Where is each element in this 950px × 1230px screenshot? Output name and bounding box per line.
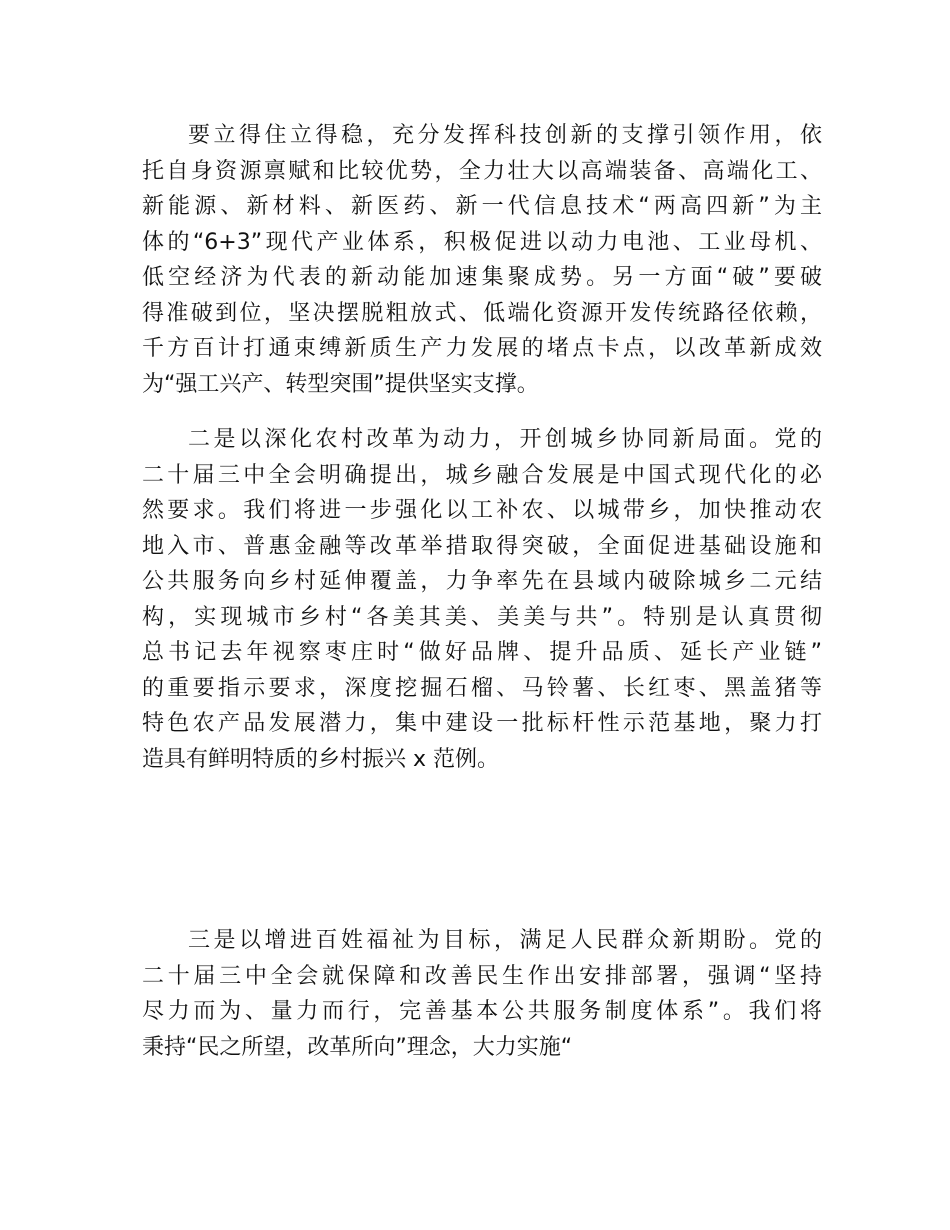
paragraph-1 — [142, 118, 822, 402]
text-line: 为“强工兴产、转型突围”提供坚实支撑。 — [142, 371, 539, 397]
text-line: 新能源、新材料、新医药、新一代信息技术“两高四新”为主 — [142, 194, 822, 219]
text-line: 二十届三中全会就保障和改善民生作出安排部署，强调“坚持 — [142, 963, 822, 989]
text-line: 秉持“民之所望，改革所向”理念，大力实施“ — [142, 1034, 573, 1060]
text-line: 体的“6+3”现代产业体系，积极促进以动力电池、工业母机、 — [142, 229, 822, 255]
text-line: 公共服务向乡村延伸覆盖，力争率先在县域内破除城乡二元结 — [142, 569, 822, 594]
text-line: 千方百计打通束缚新质生产力发展的堵点卡点，以改革新成效 — [142, 336, 822, 361]
paragraph-3 — [142, 923, 822, 1065]
text-line: 三是以增进百姓福祉为目标，满足人民群众新期盼。党的 — [188, 928, 822, 953]
paragraph-2 — [142, 422, 822, 777]
text-line: 托自身资源禀赋和比较优势，全力壮大以高端装备、高端化工、 — [142, 158, 822, 184]
text-line: 尽力而为、量力而行，完善基本公共服务制度体系”。我们将 — [142, 999, 822, 1024]
text-line: 构，实现城市乡村“各美其美、美美与共”。特别是认真贯彻 — [142, 604, 822, 630]
text-line: 总书记去年视察枣庄时“做好品牌、提升品质、延长产业链” — [142, 640, 822, 665]
text-line: 要立得住立得稳，充分发挥科技创新的支撑引领作用，依 — [188, 123, 822, 148]
text-line: 特色农产品发展潜力，集中建设一批标杆性示范基地，聚力打 — [142, 711, 822, 736]
text-line: 得准破到位，坚决摆脱粗放式、低端化资源开发传统路径依赖， — [142, 300, 822, 326]
text-line: 的重要指示要求，深度挖掘石榴、马铃薯、长红枣、黑盖猪等 — [142, 675, 822, 701]
text-line: 造具有鲜明特质的乡村振兴 x 范例。 — [142, 746, 500, 772]
text-line: 地入市、普惠金融等改革举措取得突破，全面促进基础设施和 — [142, 533, 822, 559]
text-line: 二是以深化农村改革为动力，开创城乡协同新局面。党的 — [188, 427, 822, 452]
text-line: 然要求。我们将进一步强化以工补农、以城带乡，加快推动农 — [142, 498, 822, 523]
text-line: 二十届三中全会明确提出，城乡融合发展是中国式现代化的必 — [142, 462, 822, 488]
text-line: 低空经济为代表的新动能加速集聚成势。另一方面“破”要破 — [142, 265, 822, 290]
